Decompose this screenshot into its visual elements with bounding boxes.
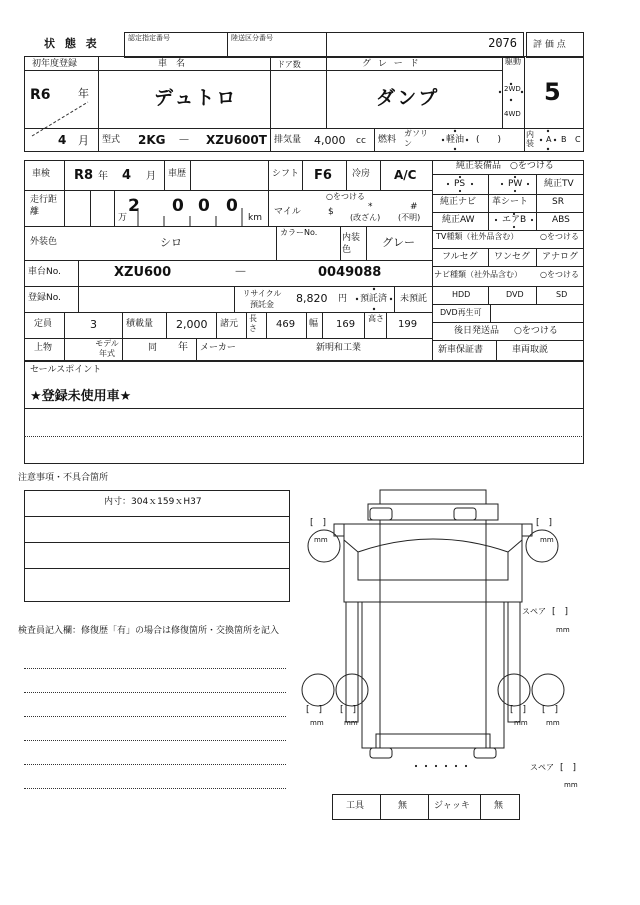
model-label: 型式 bbox=[102, 135, 121, 145]
rear-left-outer-mm: mm bbox=[310, 719, 324, 727]
shift-value: F6 bbox=[314, 168, 332, 183]
first-registration-month: 4 bbox=[58, 133, 67, 147]
front-right-tire-mm: mm bbox=[540, 536, 554, 544]
jack-label: ジャッキ bbox=[434, 801, 470, 811]
equipment-selection-dots bbox=[432, 174, 584, 230]
drive-selection-dots bbox=[496, 80, 526, 124]
interior-grade-c: C bbox=[575, 135, 581, 144]
displacement-label: 排気量 bbox=[274, 135, 302, 145]
dollar-label: $ bbox=[328, 207, 334, 217]
chassis-label: 車台No. bbox=[28, 267, 61, 277]
equipment-leather-seats: 革シート bbox=[492, 197, 529, 207]
spare-label-bottom: スペア bbox=[530, 763, 554, 772]
rear-right-inner-mm: mm bbox=[514, 719, 528, 727]
mileage-label: 走行距離 bbox=[30, 195, 58, 217]
notes-label: 注意事項・不具合箇所 bbox=[18, 473, 109, 483]
navi-option-dvd: DVD bbox=[506, 290, 524, 299]
mileage-digit-separators bbox=[114, 208, 268, 226]
equipment-factory-navi: 純正ナビ bbox=[440, 197, 477, 207]
warranty-label: 新車保証書 bbox=[438, 345, 484, 355]
height-value: 199 bbox=[398, 319, 418, 330]
equipment-pw: PW bbox=[508, 179, 523, 189]
maker-value: 新明和工業 bbox=[316, 343, 362, 353]
tv-option-oneseg: ワンセグ bbox=[494, 252, 531, 262]
unknown-label: (不明) bbox=[398, 213, 421, 222]
fuel-other: ( ) bbox=[476, 135, 502, 145]
spare-bottom-mm: mm bbox=[564, 781, 578, 789]
sales-point-label: セールスポイント bbox=[30, 365, 102, 375]
first-registration-year: R6 bbox=[30, 87, 51, 103]
deposit-not: 未預託 bbox=[400, 294, 428, 304]
score-header-label: 評 価 点 bbox=[533, 40, 566, 50]
tools-value: 無 bbox=[398, 801, 408, 811]
page-title: 状 態 表 bbox=[44, 37, 100, 50]
capacity-label: 定員 bbox=[34, 319, 53, 329]
rear-right-inner-bracket: [ ] bbox=[510, 705, 527, 715]
rear-left-outer-bracket: [ ] bbox=[306, 705, 323, 715]
mileage-digit-1: 0 bbox=[172, 196, 184, 216]
mileage-unit: km bbox=[248, 213, 262, 223]
recycle-unit: 円 bbox=[338, 294, 348, 304]
doors-label: ドア数 bbox=[277, 60, 301, 69]
interior-selection-dots bbox=[538, 128, 558, 152]
registration-label: 登録No. bbox=[28, 293, 61, 303]
mileage-digit-3: 0 bbox=[226, 196, 238, 216]
certification-number-box bbox=[124, 32, 228, 58]
capacity-value: 3 bbox=[90, 318, 97, 331]
model-dash: － bbox=[178, 133, 191, 147]
tampered-label: (改ざん) bbox=[350, 213, 381, 222]
navi-option-hdd: HDD bbox=[452, 290, 471, 299]
shaken-year-unit: 年 bbox=[98, 171, 108, 182]
width-value: 169 bbox=[336, 319, 356, 330]
color-number-label: カラーNo. bbox=[280, 228, 318, 237]
rear-right-outer-bracket: [ ] bbox=[542, 705, 559, 715]
inspector-label: 検査員記入欄：修復歴「有」の場合は修復箇所・交換箇所を記入 bbox=[18, 626, 280, 636]
rear-left-inner-bracket: [ ] bbox=[340, 705, 357, 715]
exterior-color-value: シロ bbox=[160, 236, 182, 249]
evaluation-score: 5 bbox=[544, 78, 561, 106]
displacement-unit: cc bbox=[356, 136, 366, 146]
car-name: デュトロ bbox=[154, 87, 238, 109]
rear-left-inner-mm: mm bbox=[344, 719, 358, 727]
grade-column-label: グ レ ー ド bbox=[362, 59, 421, 69]
ac-label: 冷房 bbox=[352, 169, 371, 179]
equipment-ps: PS bbox=[454, 179, 466, 189]
mileage-man: 2 bbox=[128, 196, 140, 216]
spare-top-bracket: [ ] bbox=[552, 607, 569, 617]
rear-right-outer-mm: mm bbox=[546, 719, 560, 727]
grade-value: ダンプ bbox=[376, 87, 440, 109]
bed-size: 内寸：304ｘ159ｘH37 bbox=[104, 497, 202, 507]
navi-type-label: ナビ種類（社外品含む） bbox=[434, 270, 522, 279]
car-name-label: 車 名 bbox=[158, 59, 186, 69]
shaken-label: 車検 bbox=[32, 169, 51, 179]
interior-grade-b: B bbox=[561, 135, 567, 144]
fuel-selection-dots bbox=[440, 128, 470, 152]
dims-label: 諸元 bbox=[220, 319, 239, 329]
deposit-selection-dots bbox=[354, 286, 394, 312]
attach-note: ○をつける bbox=[326, 192, 365, 201]
unknown-mark: # bbox=[410, 202, 418, 212]
sales-point-box bbox=[24, 360, 584, 464]
interior-color-value: グレー bbox=[382, 236, 415, 249]
equipment-sr: SR bbox=[552, 197, 564, 207]
mileage-digit-2: 0 bbox=[198, 196, 210, 216]
certification-number-label: 認定指定番号 bbox=[128, 34, 170, 42]
fuel-label: 燃料 bbox=[378, 135, 397, 145]
sheet-number: 2076 bbox=[488, 36, 517, 50]
first-registration-label: 初年度登録 bbox=[32, 59, 78, 69]
exterior-color-label: 外装色 bbox=[30, 237, 58, 247]
spare-label-top: スペア bbox=[522, 607, 546, 616]
shift-label: シフト bbox=[272, 169, 300, 179]
manual-label: 車両取説 bbox=[512, 345, 549, 355]
shaken-month: 4 bbox=[122, 168, 132, 183]
length-label: 長さ bbox=[249, 314, 257, 333]
spare-bottom-bracket: [ ] bbox=[560, 763, 577, 773]
equipment-title: 純正装備品 ○をつける bbox=[456, 161, 554, 171]
mile-label: マイル bbox=[274, 207, 301, 217]
equipment-airbag: エアB bbox=[502, 215, 527, 225]
score-header-box bbox=[526, 32, 584, 58]
navi-option-sd: SD bbox=[556, 290, 568, 299]
interior-label: 内装 bbox=[526, 130, 534, 148]
month-unit: 月 bbox=[78, 134, 89, 147]
drive-4wd: 4WD bbox=[504, 110, 521, 118]
drive-2wd: 2WD bbox=[504, 85, 521, 93]
dvd-playback-label: DVD再生可 bbox=[440, 308, 482, 317]
tools-label: 工具 bbox=[346, 801, 365, 811]
later-shipment-label: 後日発送品 bbox=[454, 326, 500, 336]
mileage-man-unit: 万 bbox=[118, 213, 128, 223]
fuel-gasoline: ガソリン bbox=[404, 129, 428, 148]
model-code: XZU600T bbox=[206, 133, 267, 147]
displacement-value: 4,000 bbox=[314, 134, 346, 147]
front-left-tire-bracket: [ ] bbox=[310, 518, 327, 528]
same-label: 同 bbox=[148, 343, 158, 353]
load-value: 2,000 bbox=[176, 318, 208, 331]
body-label: 上物 bbox=[34, 343, 53, 353]
deposit-done: 預託済 bbox=[360, 294, 388, 304]
fuel-diesel: 軽油 bbox=[446, 135, 465, 145]
load-label: 積載量 bbox=[126, 319, 154, 329]
interior-color-label: 内装色 bbox=[342, 233, 361, 255]
chassis-prefix: XZU600 bbox=[114, 265, 172, 280]
maker-label: メーカー bbox=[200, 343, 236, 353]
spare-top-mm: mm bbox=[556, 626, 570, 634]
transport-number-label: 陸送区分番号 bbox=[231, 34, 273, 42]
front-right-tire-bracket: [ ] bbox=[536, 518, 553, 528]
sheet-number-box bbox=[326, 32, 524, 58]
navi-type-note: ○をつける bbox=[540, 270, 579, 279]
equipment-factory-tv: 純正TV bbox=[544, 179, 574, 189]
year-unit: 年 bbox=[78, 87, 89, 100]
chassis-dash: － bbox=[234, 265, 248, 280]
ac-value: A/C bbox=[394, 168, 417, 182]
later-shipment-note: ○をつける bbox=[514, 326, 558, 336]
tv-type-note: ○をつける bbox=[540, 232, 579, 241]
body-year-label: 年 bbox=[178, 342, 188, 353]
jack-value: 無 bbox=[494, 801, 504, 811]
history-label: 車歴 bbox=[168, 169, 187, 179]
tv-type-label: TV種類（社外品含む） bbox=[436, 232, 519, 241]
front-left-tire-mm: mm bbox=[314, 536, 328, 544]
equipment-abs: ABS bbox=[552, 215, 570, 225]
chassis-number: 0049088 bbox=[318, 265, 382, 280]
model-year-label: モデル年式 bbox=[95, 339, 119, 358]
equipment-factory-aw: 純正AW bbox=[442, 215, 475, 225]
tv-option-analog: アナログ bbox=[542, 252, 579, 262]
length-value: 469 bbox=[276, 319, 296, 330]
vehicle-diagram bbox=[296, 484, 586, 784]
drive-label: 駆動 bbox=[505, 57, 521, 66]
height-label: 高さ bbox=[368, 314, 384, 323]
tv-option-fullseg: フルセグ bbox=[442, 252, 478, 262]
width-label: 幅 bbox=[309, 319, 319, 329]
tampered-mark: * bbox=[368, 202, 373, 212]
shaken-year: R8 bbox=[74, 168, 94, 183]
shaken-month-unit: 月 bbox=[146, 171, 156, 182]
recycle-label: リサイクル預託金 bbox=[242, 289, 282, 309]
interior-grade-a: A bbox=[546, 135, 552, 144]
sales-point-text: ★登録未使用車★ bbox=[30, 389, 132, 404]
transport-number-box bbox=[227, 32, 327, 58]
recycle-value: 8,820 bbox=[296, 292, 328, 305]
model-prefix: 2KG bbox=[138, 133, 166, 147]
